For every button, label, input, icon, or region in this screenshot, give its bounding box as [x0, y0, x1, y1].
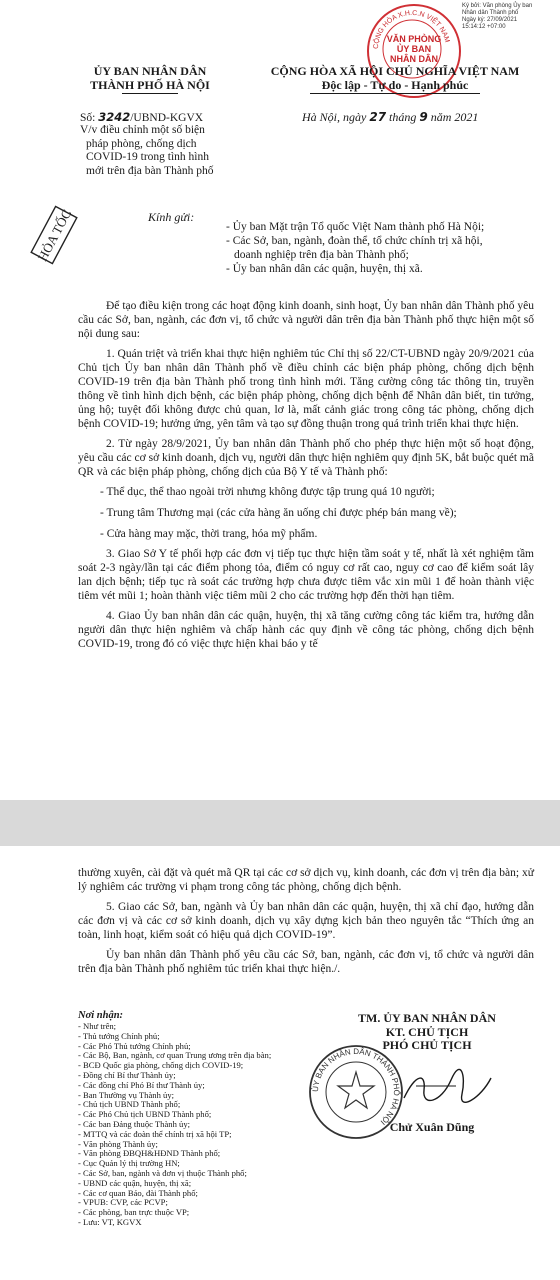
list-item: - VPUB: CVP, các PCVP; — [78, 1197, 168, 1208]
motto-underline — [310, 93, 480, 94]
svg-text:ỦY BAN NHÂN DÂN THÀNH PHỐ HÀ N: ỦY BAN NHÂN DÂN THÀNH PHỐ HÀ NỘI — [310, 1046, 402, 1127]
signature-icon — [396, 1068, 496, 1108]
list-item: - Các cơ quan Báo, đài Thành phố; — [78, 1187, 198, 1198]
document-number: Số: 3242/UBND-KGVX — [80, 110, 204, 124]
paragraph-2: 2. Từ ngày 28/9/2021, Ủy ban nhân dân Thành phố cho phép thực hiện một số hoạt động, yêu cầu các cơ sở kinh doanh, dịch vụ, người dân thực hiện nghiêm quy định 5K, bắt buộc quét mã QR và các biện pháp phòng, chống dịch của Bộ Y tế và Thành phố: — [78, 438, 534, 478]
list-item: - Các Phó Thủ tướng Chính phủ; — [78, 1040, 191, 1051]
main-body-continued — [78, 866, 534, 976]
office-seal-stamp: CỘNG HÒA X.H.C.N VIỆT NAM VĂN PHÒNG ỦY BAN NHÂN DÂN — [367, 4, 461, 98]
list-item: - BCĐ Quốc gia phòng, chống dịch COVID-19; — [78, 1060, 244, 1071]
greeting: Kính gửi: — [148, 210, 195, 224]
main-body — [78, 299, 534, 651]
allowed-activities — [78, 485, 534, 541]
list-item: - Văn phòng Thành ủy; — [78, 1138, 158, 1149]
closing-paragraph: Ủy ban nhân dân Thành phố yêu cầu các Sở, ban, ngành, các đơn vị, tổ chức và người dân trên địa bàn Thành phố nghiêm túc triển khai thực hiện./. — [78, 949, 534, 975]
intro-paragraph: Để tạo điều kiện trong các hoạt động kinh doanh, sinh hoạt, Ủy ban nhân dân Thành phố yêu cầu các Sở, ban, ngành, các đơn vị, tổ chức và người dân trên địa bàn Thành phố thực hiện một số nội dung sau: — [78, 300, 534, 340]
paragraph-1: 1. Quán triệt và triển khai thực hiện nghiêm túc Chỉ thị số 22/CT-UBND ngày 20/9/2021 của Chủ tịch Ủy ban nhân dân Thành phố về điều chỉnh các biện pháp phòng, chống dịch bệnh COVID-19 trên địa bàn Thành phố trong tình hình mới. Tăng cường công tác thông tin, truyền thông về tình hình dịch bệnh, các biện pháp phòng, chống dịch bệnh để Nhân dân biết, tin tưởng, ủng hộ; tuyệt đối không được chủ quan, lơ là, mất cảnh giác trong công tác phòng, chống dịch bệnh COVID-19; hưởng ứng, yên tâm và tạo sự đồng thuận trong quá trình triển khai thực hiện. — [78, 348, 534, 430]
distribution-title: Nơi nhận: — [78, 1010, 124, 1021]
list-item: - Trung tâm Thương mại (các cửa hàng ăn uống chỉ được phép bán mang về); — [100, 507, 457, 519]
handwritten-signature — [396, 1068, 496, 1108]
urgent-stamp-icon — [24, 200, 84, 270]
document-page-2 — [0, 846, 560, 1280]
list-item: - Văn phòng ĐBQH&HĐND Thành phố; — [78, 1148, 221, 1159]
list-item: - Thủ tướng Chính phủ; — [78, 1030, 160, 1041]
list-item: - Lưu: VT, KGVX — [78, 1216, 142, 1227]
list-item: - Thể dục, thể thao ngoài trời nhưng không được tập trung quá 10 người; — [100, 486, 435, 498]
list-item: - Cục Quản lý thị trường HN; — [78, 1158, 180, 1169]
list-item: - UBND các quận, huyện, thị xã; — [78, 1177, 192, 1188]
list-item: - Các ban Đảng thuộc Thành ủy; — [78, 1118, 191, 1129]
list-item: - Các phòng, ban trực thuộc VP; — [78, 1207, 190, 1218]
svg-text:HỎA TỐC: HỎA TỐC — [34, 206, 75, 264]
list-item: - Các Sở, ban, ngành và đơn vị thuộc Thành phố; — [78, 1167, 247, 1178]
list-item: - Cửa hàng may mặc, thời trang, hóa mỹ phẩm. — [100, 528, 318, 540]
org-underline — [122, 93, 178, 94]
list-item: - Các đồng chí Phó Bí thư Thành ủy; — [78, 1079, 205, 1090]
list-item: - Các Bộ, Ban, ngành, cơ quan Trung ương trên địa bàn; — [78, 1050, 272, 1061]
paragraph-4-continued: thường xuyên, cài đặt và quét mã QR tại các cơ sở dịch vụ, kinh doanh, các đơn vị trên địa bàn; xử lý nghiêm các trường vi phạm trong công tác phòng, chống dịch bệnh. — [78, 867, 534, 893]
list-item: - Chủ tịch UBND Thành phố; — [78, 1099, 181, 1110]
issue-date: Hà Nội, ngày 27 tháng 9 năm 2021 — [302, 110, 479, 124]
list-item: - Ban Thường vụ Thành ủy; — [78, 1089, 175, 1100]
distribution-list — [78, 1010, 308, 1228]
signer-name: Chử Xuân Dũng — [389, 1120, 475, 1134]
paragraph-4: 4. Giao Ủy ban nhân dân các quận, huyện, thị xã tăng cường công tác kiểm tra, hướng dẫn người dân thực hiện nghiêm và chấp hành các quy định về công tác phòng, chống dịch bệnh COVID-19, trong đó có việc thực hiện khai báo y tế — [78, 610, 534, 650]
national-title: CỘNG HÒA XÃ HỘI CHỦ NGHĨA VIỆT NAM Độc lập - Tự do - Hạnh phúc — [270, 64, 520, 92]
issuing-organization: ỦY BAN NHÂN DÂN THÀNH PHỐ HÀ NỘI — [90, 64, 210, 92]
paragraph-5: 5. Giao các Sở, ban, ngành và Ủy ban nhân dân các quận, huyện, thị xã chỉ đạo, hướng dẫn các đơn vị và các cơ sở kinh doanh, dịch vụ xây dựng kịch bản theo nguyên tắc “Thích ứng an toàn, linh hoạt, kiểm soát có hiệu quả dịch COVID-19”. — [78, 901, 534, 941]
urgent-stamp — [24, 200, 84, 270]
list-item: - Đồng chí Bí thư Thành ủy; — [78, 1069, 176, 1080]
list-item: - MTTQ và các đoàn thể chính trị xã hội TP; — [78, 1128, 232, 1139]
svg-text:CỘNG HÒA X.H.C.N VIỆT NAM: CỘNG HÒA X.H.C.N VIỆT NAM — [372, 9, 451, 50]
digital-signature-info: Ký bởi: Văn phòng Ủy ban Nhân dân Thành phố Ngày ký: 27/09/2021 15:14:12 +07:00 — [462, 3, 533, 30]
recipients-list: - Ủy ban Mặt trận Tổ quốc Việt Nam thành phố Hà Nội; - Các Sở, ban, ngành, đoàn thể, tổ chức chính trị xã hội, doanh nghiệp trên địa bàn Thành phố; - Ủy ban nhân dân các quận, huyện, thị xã. — [226, 221, 485, 275]
signer-title: TM. ỦY BAN NHÂN DÂN KT. CHỦ TỊCH PHÓ CHỦ TỊCH — [358, 1011, 496, 1052]
paragraph-3: 3. Giao Sở Y tế phối hợp các đơn vị tiếp tục thực hiện tầm soát y tế, nhất là xét nghiệm tầm soát 2-3 ngày/lần tại các điểm phong tỏa, điểm có nguy cơ rất cao, nguy cơ cao để kiểm soát lây lan dịch bệnh; tiếp tục rà soát các trường hợp chưa được tiêm vắc xin mũi 1 để hoàn thành việc tiêm vét mũi 1; hoàn thành việc tiêm mũi 2 cho các trường hợp đến thời hạn tiêm. — [78, 548, 534, 602]
list-item: - Như trên; — [78, 1021, 117, 1031]
list-item: - Các Phó Chủ tịch UBND Thành phố; — [78, 1109, 212, 1120]
document-subject: V/v điều chỉnh một số biện pháp phòng, chống dịch COVID-19 trong tình hình mới trên địa bàn Thành phố — [80, 124, 214, 177]
